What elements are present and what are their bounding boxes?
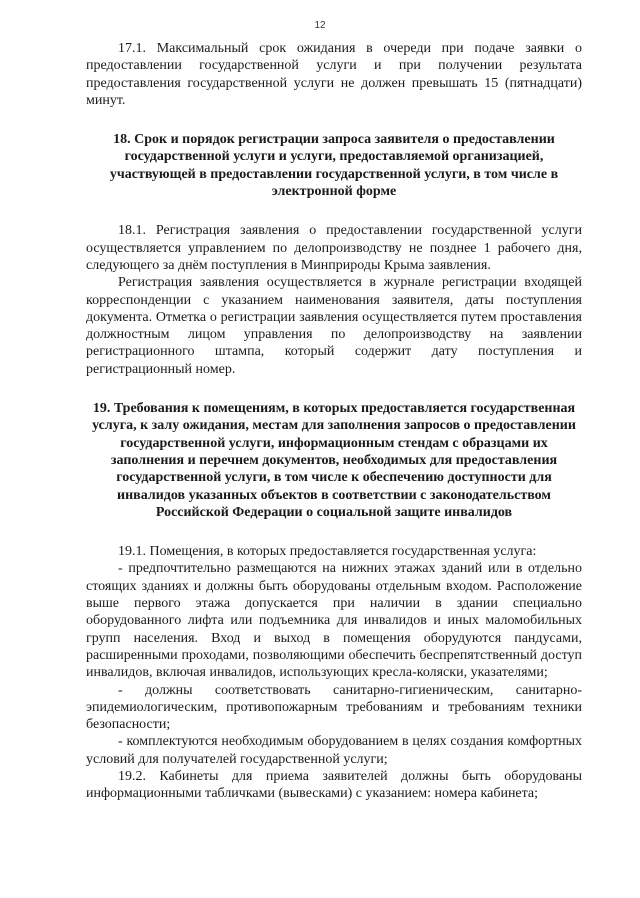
document-body bbox=[86, 40, 582, 803]
paragraph-17-1: 17.1. Максимальный срок ожидания в очереди при подаче заявки о предоставлении государственной услуги и при получении результата предоставления государственной услуги не должен превышать 15 (пятнадцати) минут. bbox=[86, 41, 582, 108]
spacer bbox=[86, 109, 582, 131]
section-heading-18: 18. Срок и порядок регистрации запроса заявителя о предоставлении государственной услуги и услуги, предоставляемой организацией, участвующей в предоставлении государственной услуги, в том числе в электронной форме bbox=[109, 132, 559, 200]
spacer bbox=[86, 200, 582, 222]
list-item-19-1-b: - должны соответствовать санитарно-гигиеническим, санитарно-эпидемиологическим, противопожарным требованиям и требованиям техники безопасности; bbox=[86, 682, 582, 733]
paragraph-18-1: 18.1. Регистрация заявления о предоставлении государственной услуги осуществляется управлением по делопроизводству не позднее 1 рабочего дня, следующего за днём поступления в Минприроды Крыма заявления. bbox=[86, 223, 582, 273]
list-item-19-1-a: - предпочтительно размещаются на нижних этажах зданий или в отдельно стоящих зданиях и должны быть оборудованы отдельным входом. Расположение выше первого этажа допускается при наличии в здании специально оборудованного лифта или подъемника для инвалидов и иных маломобильных групп населения. Вход и выход в помещения оборудуются пандусами, расширенными проходами, позволяющими обеспечить беспрепятственный доступ инвалидов, включая инвалидов, использующих кресла-коляски, указателями; bbox=[86, 561, 582, 681]
section-heading-19: 19. Требования к помещениям, в которых предоставляется государственная услуга, к залу ожидания, местам для заполнения запросов о предоставлении государственной услуги, информационным стендам с образцами их заполнения и перечнем документов, необходимых для предоставления государственной услуги, в том числе к обеспечению доступности для инвалидов указанных объектов в соответствии с законодательством Российской Федерации о социальной защите инвалидов bbox=[92, 401, 576, 520]
paragraph-19-1: 19.1. Помещения, в которых предоставляется государственная услуга: bbox=[118, 544, 537, 560]
spacer bbox=[86, 521, 582, 543]
paragraph-18-registration: Регистрация заявления осуществляется в журнале регистрации входящей корреспонденции с указанием наименования заявителя, даты поступления документа. Отметка о регистрации заявления осуществляется путем проставления должностным лицом управления по делопроизводству на заявлении регистрационного штампа, который содержит дату поступления и регистрационный номер. bbox=[86, 275, 582, 377]
list-item-19-1-c: - комплектуются необходимым оборудованием в целях создания комфортных условий для получателей государственной услуги; bbox=[86, 734, 582, 767]
paragraph-19-2: 19.2. Кабинеты для приема заявителей должны быть оборудованы информационными табличками (вывесками) с указанием: номера кабинета; bbox=[86, 768, 582, 802]
spacer bbox=[86, 378, 582, 400]
page-number: 12 bbox=[314, 20, 326, 31]
